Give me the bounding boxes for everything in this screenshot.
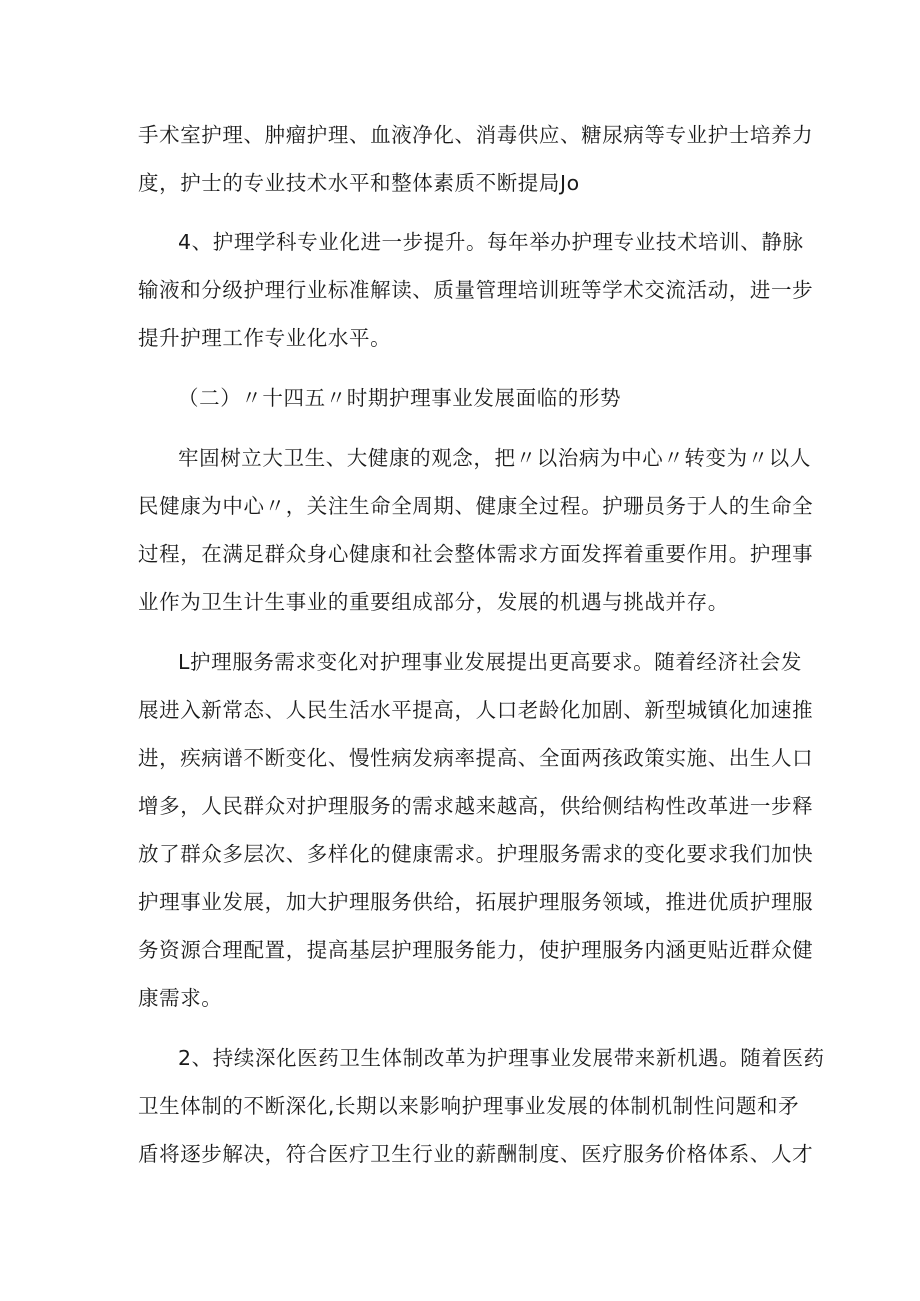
body-text-line: 手术室护理、肿瘤护理、血液净化、消毒供应、糖尿病等专业护士培养力 <box>138 123 814 147</box>
body-text-line: 护理事业发展，加大护理服务供给，拓展护理服务领域，推进优质护理服 <box>138 890 814 914</box>
body-text-line: 输液和分级护理行业标准解读、质量管理培训班等学术交流活动，进一步 <box>138 278 814 302</box>
body-text-line: 康需求。 <box>138 986 223 1010</box>
body-text-line: 业作为卫生计生事业的重要组成部分，发展的机遇与挑战并存。 <box>138 590 729 614</box>
section-heading: （二）〃十四五〃时期护理事业发展面临的形势 <box>178 386 622 410</box>
body-text-line: 度，护士的专业技术水平和整体素质不断提局Jo <box>138 171 580 195</box>
body-text-line: L护理服务需求变化对护理事业发展提出更高要求。随着经济社会发 <box>178 650 802 674</box>
body-text-line: 务资源合理配置，提高基层护理服务能力，使护理服务内涵更贴近群众健 <box>138 938 814 962</box>
body-text-line: 提升护理工作专业化水平。 <box>138 326 392 350</box>
body-text-line: 放了群众多层次、多样化的健康需求。护理服务需求的变化要求我们加快 <box>138 842 814 866</box>
body-text-line: 牢固树立大卫生、大健康的观念，把〃以治病为中心〃转变为〃以人 <box>178 446 811 470</box>
body-text-line: 过程，在满足群众身心健康和社会整体需求方面发挥着重要作用。护理事 <box>138 542 814 566</box>
body-text-line: 进，疾病谱不断变化、慢性病发病率提高、全面两孩政策实施、出生人口 <box>138 746 814 770</box>
body-text-line: 展进入新常态、人民生活水平提高，人口老龄化加剧、新型城镇化加速推 <box>138 698 814 722</box>
body-text-line: 4、护理学科专业化进一步提升。每年举办护理专业技术培训、静脉 <box>178 230 804 254</box>
body-text-line: 民健康为中心〃，关注生命全周期、健康全过程。护珊员务于人的生命全 <box>138 494 814 518</box>
body-text-line: 盾将逐步解决，符合医疗卫生行业的薪酬制度、医疗服务价格体系、人才 <box>138 1142 814 1166</box>
body-text-line: 2、持续深化医药卫生体制改革为护理事业发展带来新机遇。随着医药 <box>178 1046 825 1070</box>
body-text-line: 卫生体制的不断深化,长期以来影响护理事业发展的体制机制性问题和矛 <box>138 1094 800 1118</box>
body-text-line: 增多，人民群众对护理服务的需求越来越高，供给侧结构性改革进一步释 <box>138 794 814 818</box>
